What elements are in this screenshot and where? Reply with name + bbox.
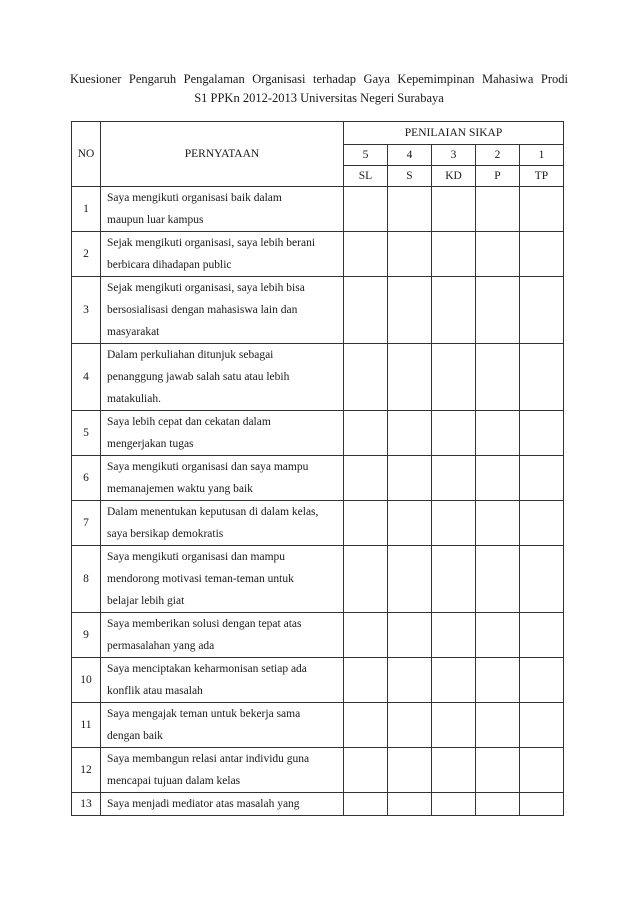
rating-cell[interactable]: [520, 793, 564, 816]
table-row: [72, 344, 564, 411]
rating-cell[interactable]: [476, 187, 520, 232]
statement-line: Saya mengikuti organisasi dan mampu: [107, 551, 286, 563]
rating-cell[interactable]: [432, 456, 476, 501]
header-statement: PERNYATAAN: [101, 122, 344, 187]
statement-cell: [101, 501, 344, 546]
statement-cell: [101, 277, 344, 344]
row-number: 8: [72, 546, 101, 613]
rating-cell[interactable]: [476, 456, 520, 501]
statement-line: memanajemen waktu yang baik: [107, 483, 253, 495]
table-row: [72, 501, 564, 546]
header-assessment: PENILAIAN SIKAP: [344, 122, 564, 145]
rating-cell[interactable]: [476, 748, 520, 793]
rating-cell[interactable]: [388, 411, 432, 456]
statement-line: mendorong motivasi teman-teman untuk: [107, 573, 294, 585]
rating-cell[interactable]: [476, 501, 520, 546]
rating-cell[interactable]: [476, 344, 520, 411]
statement-cell: [101, 187, 344, 232]
rating-cell[interactable]: [476, 658, 520, 703]
statement-line: Saya memberikan solusi dengan tepat atas: [107, 618, 302, 630]
statement-line: Saya menjadi mediator atas masalah yang: [107, 798, 300, 810]
table-row: [72, 411, 564, 456]
statement-line: mencapai tujuan dalam kelas: [107, 775, 241, 787]
statement-line: dengan baik: [107, 730, 163, 742]
rating-cell[interactable]: [344, 187, 388, 232]
statement-cell: [101, 546, 344, 613]
rating-cell[interactable]: [388, 501, 432, 546]
rating-cell[interactable]: [476, 277, 520, 344]
row-number: 12: [72, 748, 101, 793]
table-row: [72, 277, 564, 344]
rating-cell[interactable]: [432, 748, 476, 793]
rating-cell[interactable]: [520, 187, 564, 232]
statement-line: maupun luar kampus: [107, 214, 204, 226]
row-number: 7: [72, 501, 101, 546]
rating-cell[interactable]: [476, 703, 520, 748]
statement-line: Saya mengikuti organisasi baik dalam: [107, 192, 282, 204]
rating-cell[interactable]: [344, 411, 388, 456]
statement-line: penanggung jawab salah satu atau lebih: [107, 371, 290, 383]
rating-cell[interactable]: [344, 748, 388, 793]
rating-cell[interactable]: [432, 411, 476, 456]
rating-cell[interactable]: [388, 793, 432, 816]
rating-cell[interactable]: [344, 232, 388, 277]
rating-cell[interactable]: [520, 546, 564, 613]
rating-cell[interactable]: [520, 703, 564, 748]
statement-line: Saya menciptakan keharmonisan setiap ada: [107, 663, 307, 675]
rating-cell[interactable]: [432, 703, 476, 748]
statement-line: Sejak mengikuti organisasi, saya lebih berani: [107, 237, 316, 249]
table-row: [72, 658, 564, 703]
rating-cell[interactable]: [476, 613, 520, 658]
statement-line: mengerjakan tugas: [107, 438, 194, 450]
rating-cell[interactable]: [344, 613, 388, 658]
statement-cell: [101, 456, 344, 501]
statement-cell: [101, 748, 344, 793]
statement-line: Sejak mengikuti organisasi, saya lebih bisa: [107, 282, 305, 294]
rating-cell[interactable]: [388, 456, 432, 501]
rating-cell[interactable]: [344, 277, 388, 344]
code-header: SL: [344, 166, 388, 187]
rating-cell[interactable]: [388, 658, 432, 703]
table-row: [72, 793, 564, 816]
rating-cell[interactable]: [476, 546, 520, 613]
row-number: 4: [72, 344, 101, 411]
statement-cell: [101, 232, 344, 277]
statement-line: belajar lebih giat: [107, 595, 185, 607]
row-number: 6: [72, 456, 101, 501]
table-row: [72, 703, 564, 748]
rating-cell[interactable]: [388, 703, 432, 748]
rating-cell[interactable]: [388, 277, 432, 344]
rating-cell[interactable]: [432, 344, 476, 411]
header-no: NO: [72, 122, 101, 187]
statement-line: matakuliah.: [107, 393, 161, 405]
rating-cell[interactable]: [432, 793, 476, 816]
row-number: 2: [72, 232, 101, 277]
rating-cell[interactable]: [520, 748, 564, 793]
rating-cell[interactable]: [344, 501, 388, 546]
code-header: P: [476, 166, 520, 187]
row-number: 13: [72, 793, 101, 816]
rating-cell[interactable]: [432, 232, 476, 277]
table-row: [72, 546, 564, 613]
statement-cell: [101, 658, 344, 703]
row-number: 3: [72, 277, 101, 344]
row-number: 1: [72, 187, 101, 232]
rating-cell[interactable]: [476, 232, 520, 277]
document-title: [70, 70, 568, 108]
statement-line: Saya mengikuti organisasi dan saya mampu: [107, 461, 309, 473]
rating-cell[interactable]: [520, 232, 564, 277]
statement-line: Saya membangun relasi antar individu guna: [107, 753, 310, 765]
title-line-2: S1 PPKn 2012-2013 Universitas Negeri Surabaya: [194, 91, 444, 105]
row-number: 5: [72, 411, 101, 456]
rating-cell[interactable]: [432, 658, 476, 703]
statement-line: masyarakat: [107, 326, 160, 338]
rating-cell[interactable]: [432, 187, 476, 232]
table-row: [72, 748, 564, 793]
score-header: 5: [344, 145, 388, 166]
rating-cell[interactable]: [388, 546, 432, 613]
title-line-1: Kuesioner Pengaruh Pengalaman Organisasi terhadap Gaya Kepemimpinan Mahasiwa Prodi: [70, 72, 568, 86]
rating-cell[interactable]: [344, 793, 388, 816]
rating-cell[interactable]: [432, 613, 476, 658]
statement-cell: [101, 703, 344, 748]
statement-line: berbicara dihadapan public: [107, 259, 232, 271]
rating-cell[interactable]: [520, 658, 564, 703]
row-number: 9: [72, 613, 101, 658]
rating-cell[interactable]: [388, 613, 432, 658]
table-row: [72, 232, 564, 277]
rating-cell[interactable]: [344, 456, 388, 501]
questionnaire-table: [71, 121, 564, 816]
rating-cell[interactable]: [520, 613, 564, 658]
row-number: 11: [72, 703, 101, 748]
code-header: TP: [520, 166, 564, 187]
rating-cell[interactable]: [344, 546, 388, 613]
statement-line: konflik atau masalah: [107, 685, 203, 697]
statement-line: Dalam menentukan keputusan di dalam kelas,: [107, 506, 319, 518]
rating-cell[interactable]: [432, 546, 476, 613]
rating-cell[interactable]: [520, 344, 564, 411]
rating-cell[interactable]: [388, 232, 432, 277]
code-header: S: [388, 166, 432, 187]
row-number: 10: [72, 658, 101, 703]
statement-line: saya bersikap demokratis: [107, 528, 224, 540]
rating-cell[interactable]: [344, 344, 388, 411]
rating-cell[interactable]: [432, 277, 476, 344]
statement-cell: [101, 344, 344, 411]
rating-cell[interactable]: [388, 187, 432, 232]
rating-cell[interactable]: [344, 658, 388, 703]
rating-cell[interactable]: [476, 793, 520, 816]
score-header: 4: [388, 145, 432, 166]
rating-cell[interactable]: [520, 456, 564, 501]
table-row: [72, 187, 564, 232]
rating-cell[interactable]: [520, 277, 564, 344]
score-header: 1: [520, 145, 564, 166]
rating-cell[interactable]: [476, 411, 520, 456]
rating-cell[interactable]: [388, 748, 432, 793]
rating-cell[interactable]: [432, 501, 476, 546]
table-row: [72, 613, 564, 658]
score-header: 2: [476, 145, 520, 166]
table-row: [72, 456, 564, 501]
statement-line: bersosialisasi dengan mahasiswa lain dan: [107, 304, 298, 316]
rating-cell[interactable]: [388, 344, 432, 411]
statement-line: permasalahan yang ada: [107, 640, 215, 652]
statement-line: Saya mengajak teman untuk bekerja sama: [107, 708, 301, 720]
score-header: 3: [432, 145, 476, 166]
statement-cell: [101, 411, 344, 456]
code-header: KD: [432, 166, 476, 187]
statement-cell: [101, 793, 344, 816]
statement-cell: [101, 613, 344, 658]
rating-cell[interactable]: [520, 411, 564, 456]
rating-cell[interactable]: [520, 501, 564, 546]
rating-cell[interactable]: [344, 703, 388, 748]
statement-line: Saya lebih cepat dan cekatan dalam: [107, 416, 271, 428]
statement-line: Dalam perkuliahan ditunjuk sebagai: [107, 349, 274, 361]
